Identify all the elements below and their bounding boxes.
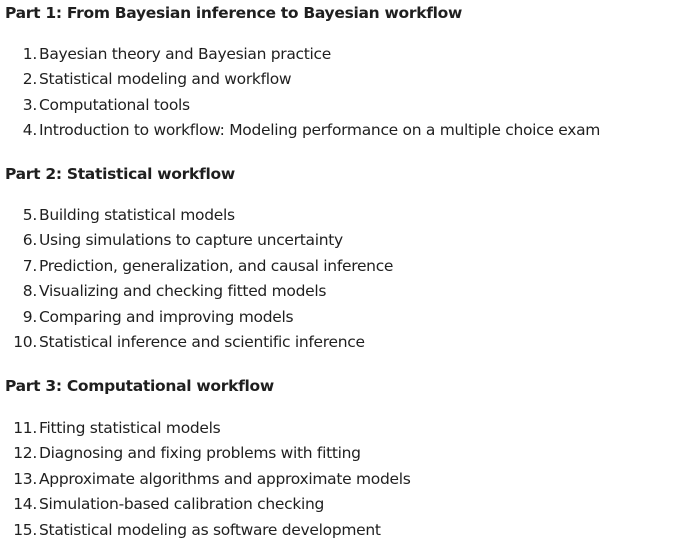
chapter-title: Using simulations to capture uncertainty xyxy=(39,231,343,250)
chapter-title: Prediction, generalization, and causal inference xyxy=(39,256,394,275)
list-item xyxy=(0,118,600,143)
chapter-title: Statistical inference and scientific inference xyxy=(39,332,365,351)
list-item xyxy=(0,441,411,466)
chapter-title: Visualizing and checking fitted models xyxy=(39,282,327,301)
chapter-number: 13. xyxy=(13,469,37,488)
chapter-number: 9. xyxy=(22,307,37,326)
chapter-number: 3. xyxy=(22,95,37,114)
chapter-title: Statistical modeling as software development xyxy=(39,520,381,539)
list-item xyxy=(0,416,411,441)
list-item xyxy=(0,203,393,228)
chapter-number: 12. xyxy=(13,444,37,463)
part-heading-1: Part 1: From Bayesian inference to Bayesian workflow xyxy=(5,4,463,22)
chapter-title: Simulation-based calibration checking xyxy=(39,495,325,514)
chapter-number: 5. xyxy=(22,206,37,224)
chapter-number: 8. xyxy=(22,282,37,301)
chapter-title: Approximate algorithms and approximate models xyxy=(39,469,411,488)
chapter-number: 1. xyxy=(22,45,37,63)
chapter-title: Comparing and improving models xyxy=(39,307,294,326)
chapter-title: Fitting statistical models xyxy=(39,419,221,437)
list-item xyxy=(0,93,600,118)
chapter-title: Building statistical models xyxy=(39,206,235,224)
list-item xyxy=(0,42,600,67)
part-heading-2: Part 2: Statistical workflow xyxy=(5,165,235,183)
chapter-number: 7. xyxy=(22,256,37,275)
chapter-number: 14. xyxy=(13,495,37,514)
chapter-title: Computational tools xyxy=(39,95,190,114)
chapter-number: 11. xyxy=(13,419,37,437)
list-item xyxy=(0,330,393,355)
list-item xyxy=(0,467,411,492)
chapter-title: Bayesian theory and Bayesian practice xyxy=(39,45,331,63)
list-item xyxy=(0,279,393,304)
chapter-number: 2. xyxy=(22,70,37,89)
chapter-title: Diagnosing and fixing problems with fitting xyxy=(39,444,361,463)
chapter-title: Introduction to workflow: Modeling performance on a multiple choice exam xyxy=(39,121,601,140)
chapter-number: 4. xyxy=(22,121,37,140)
list-item xyxy=(0,518,411,543)
chapter-list-part-3 xyxy=(0,416,411,543)
list-item xyxy=(0,492,411,517)
chapter-list-part-1 xyxy=(0,42,600,144)
list-item xyxy=(0,254,393,279)
chapter-title: Statistical modeling and workflow xyxy=(39,70,292,89)
chapter-list-part-2 xyxy=(0,203,393,355)
chapter-number: 6. xyxy=(22,231,37,250)
list-item xyxy=(0,67,600,92)
list-item xyxy=(0,228,393,253)
chapter-number: 15. xyxy=(13,520,37,539)
chapter-number: 10. xyxy=(13,332,37,351)
part-heading-3: Part 3: Computational workflow xyxy=(5,377,274,395)
list-item xyxy=(0,305,393,330)
